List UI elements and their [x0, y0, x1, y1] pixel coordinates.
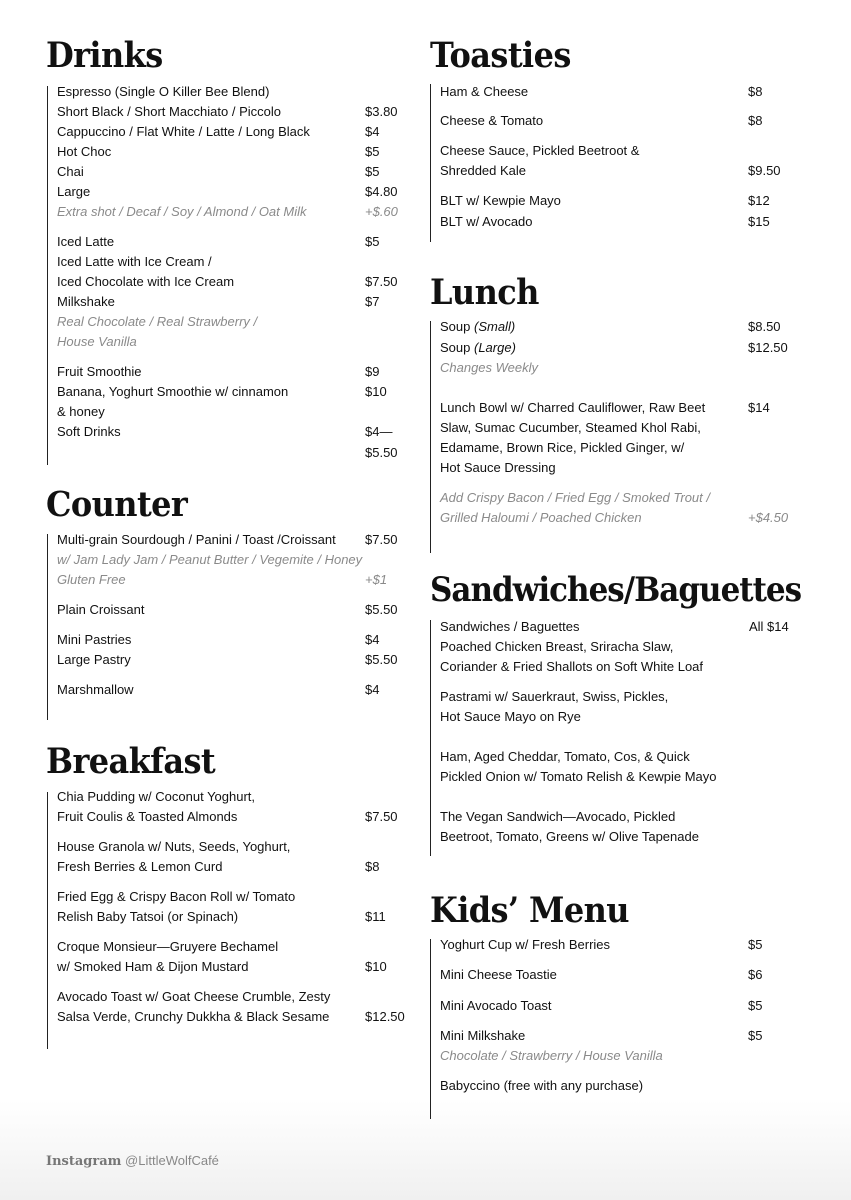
drinks-iced-latte-ice-cream: Iced Latte with Ice Cream /: [57, 254, 212, 269]
kids-mini-avocado: Mini Avocado Toast: [440, 998, 552, 1013]
kids-yoghurt-cup: Yoghurt Cup w/ Fresh Berries: [440, 937, 611, 952]
toasties-blt-price: $12: [748, 193, 770, 208]
drinks-hot-choc: Hot Choc: [57, 144, 112, 159]
counter-large-pastry: Large Pastry: [57, 652, 131, 667]
toasties-blt-avocado: BLT w/ Avocado: [440, 214, 533, 229]
drinks-chai-price: $5: [365, 164, 380, 179]
sandwiches-header-price: All $14: [749, 619, 789, 634]
drinks-iced-latte-price: $5: [365, 234, 380, 249]
counter-gluten-free-price: +$1: [365, 572, 388, 587]
drinks-milkshake-price: $7: [365, 294, 380, 309]
drinks-banana-smoothie-price: $10: [365, 384, 387, 399]
counter-large-pastry-price: $5.50: [365, 652, 398, 667]
toasties-divider: [430, 84, 431, 242]
breakfast-egg-roll-price: $11: [365, 909, 386, 924]
page-footer-shade: [0, 1100, 851, 1200]
kids-mini-milkshake: Mini Milkshake: [440, 1028, 526, 1043]
toasties-heading: Toasties: [430, 34, 571, 76]
drinks-extras: Extra shot / Decaf / Soy / Almond / Oat Milk: [57, 204, 307, 219]
drinks-soft-drinks-price-2: $5.50: [365, 445, 398, 460]
drinks-cappuccino-price: $4: [365, 124, 380, 139]
sandwiches-vegan-1: The Vegan Sandwich—Avocado, Pickled: [440, 809, 676, 824]
lunch-soup-label: Soup: [440, 340, 471, 355]
lunch-bowl-3: Edamame, Brown Rice, Pickled Ginger, w/: [440, 440, 685, 455]
toasties-cheese-sauce-1: Cheese Sauce, Pickled Beetroot &: [440, 143, 640, 158]
breakfast-chia-1: Chia Pudding w/ Coconut Yoghurt,: [57, 789, 256, 804]
sandwiches-pastrami-1: Pastrami w/ Sauerkraut, Swiss, Pickles,: [440, 689, 669, 704]
kids-mini-avocado-price: $5: [748, 998, 763, 1013]
breakfast-chia-2: Fruit Coulis & Toasted Almonds: [57, 809, 238, 824]
drinks-espresso-label: Espresso (Single O Killer Bee Blend): [57, 84, 270, 99]
drinks-heading: Drinks: [46, 34, 163, 76]
breakfast-granola-2: Fresh Berries & Lemon Curd: [57, 859, 223, 874]
drinks-milkshake: Milkshake: [57, 294, 115, 309]
lunch-bowl-price: $14: [748, 400, 770, 415]
sandwiches-chicken-2: Coriander & Fried Shallots on Soft White Loaf: [440, 659, 704, 674]
breakfast-egg-roll-2: Relish Baby Tatsoi (or Spinach): [57, 909, 239, 924]
lunch-soup-label: Soup: [440, 319, 471, 334]
lunch-bowl-4: Hot Sauce Dressing: [440, 460, 556, 475]
counter-gluten-free: Gluten Free: [57, 572, 126, 587]
lunch-bowl-1: Lunch Bowl w/ Charred Cauliflower, Raw Beet: [440, 400, 706, 415]
breakfast-divider: [47, 792, 48, 1049]
drinks-large-price: $4.80: [365, 184, 398, 199]
drinks-hot-choc-price: $5: [365, 144, 380, 159]
lunch-soup-small-price: $8.50: [748, 319, 781, 334]
kids-yoghurt-cup-price: $5: [748, 937, 763, 952]
sandwiches-vegan-2: Beetroot, Tomato, Greens w/ Olive Tapenade: [440, 829, 699, 844]
kids-heading: Kids’ Menu: [430, 889, 629, 931]
drinks-banana-smoothie-2: & honey: [57, 404, 105, 419]
drinks-short-black-price: $3.80: [365, 104, 398, 119]
drinks-cappuccino: Cappuccino / Flat White / Latte / Long Black: [57, 124, 310, 139]
kids-mini-milkshake-price: $5: [748, 1028, 763, 1043]
lunch-soup-large-size: (Large): [474, 340, 516, 355]
sandwiches-chicken-1: Poached Chicken Breast, Sriracha Slaw,: [440, 639, 674, 654]
toasties-blt: BLT w/ Kewpie Mayo: [440, 193, 561, 208]
toasties-cheese-tomato-price: $8: [748, 113, 763, 128]
toasties-cheese-tomato: Cheese & Tomato: [440, 113, 544, 128]
lunch-heading: Lunch: [430, 271, 539, 313]
counter-plain-croissant: Plain Croissant: [57, 602, 145, 617]
sandwiches-pastrami-2: Hot Sauce Mayo on Rye: [440, 709, 581, 724]
lunch-soup-small-size: (Small): [474, 319, 516, 334]
sandwiches-ham-2: Pickled Onion w/ Tomato Relish & Kewpie Mayo: [440, 769, 717, 784]
kids-mini-milkshake-flavours: Chocolate / Strawberry / House Vanilla: [440, 1048, 663, 1063]
counter-mini-pastries-price: $4: [365, 632, 380, 647]
breakfast-croque-1: Croque Monsieur—Gruyere Bechamel: [57, 939, 279, 954]
drinks-fruit-smoothie-price: $9: [365, 364, 380, 379]
drinks-iced-choc-price: $7.50: [365, 274, 398, 289]
drinks-banana-smoothie-1: Banana, Yoghurt Smoothie w/ cinnamon: [57, 384, 289, 399]
toasties-cheese-sauce-2: Shredded Kale: [440, 163, 527, 178]
breakfast-granola-1: House Granola w/ Nuts, Seeds, Yoghurt,: [57, 839, 291, 854]
breakfast-croque-2: w/ Smoked Ham & Dijon Mustard: [57, 959, 249, 974]
counter-plain-croissant-price: $5.50: [365, 602, 398, 617]
toasties-blt-avocado-price: $15: [748, 214, 770, 229]
toasties-ham-cheese-price: $8: [748, 84, 763, 99]
lunch-changes-weekly: Changes Weekly: [440, 360, 539, 375]
counter-marshmallow-price: $4: [365, 682, 380, 697]
drinks-soft-drinks: Soft Drinks: [57, 424, 121, 439]
instagram-footer: [46, 1153, 219, 1169]
drinks-milkshake-flavours-2: House Vanilla: [57, 334, 137, 349]
kids-mini-toastie: Mini Cheese Toastie: [440, 967, 557, 982]
lunch-soup-small: [440, 317, 515, 337]
breakfast-chia-price: $7.50: [365, 809, 398, 824]
breakfast-croque-price: $10: [365, 959, 387, 974]
breakfast-egg-roll-1: Fried Egg & Crispy Bacon Roll w/ Tomato: [57, 889, 296, 904]
sandwiches-header: Sandwiches / Baguettes: [440, 619, 580, 634]
counter-heading: Counter: [46, 483, 188, 525]
drinks-divider: [47, 86, 48, 465]
instagram-handle[interactable]: @LittleWolfCafé: [125, 1153, 219, 1168]
counter-sourdough: Multi-grain Sourdough / Panini / Toast /Croissant: [57, 532, 336, 547]
breakfast-heading: Breakfast: [46, 740, 216, 782]
toasties-ham-cheese: Ham & Cheese: [440, 84, 529, 99]
lunch-bowl-2: Slaw, Sumac Cucumber, Steamed Khol Rabi,: [440, 420, 701, 435]
sandwiches-divider: [430, 620, 431, 856]
kids-babyccino: Babyccino (free with any purchase): [440, 1078, 644, 1093]
drinks-large: Large: [57, 184, 91, 199]
drinks-milkshake-flavours-1: Real Chocolate / Real Strawberry /: [57, 314, 258, 329]
breakfast-granola-price: $8: [365, 859, 380, 874]
lunch-divider: [430, 321, 431, 553]
breakfast-avocado-price: $12.50: [365, 1009, 405, 1024]
lunch-soup-large: [440, 338, 516, 358]
breakfast-avocado-2: Salsa Verde, Crunchy Dukkha & Black Sesame: [57, 1009, 330, 1024]
lunch-addons-2: Grilled Haloumi / Poached Chicken: [440, 510, 642, 525]
lunch-soup-large-price: $12.50: [748, 340, 788, 355]
drinks-iced-choc-ice-cream: Iced Chocolate with Ice Cream: [57, 274, 235, 289]
counter-mini-pastries: Mini Pastries: [57, 632, 132, 647]
kids-divider: [430, 939, 431, 1119]
sandwiches-ham-1: Ham, Aged Cheddar, Tomato, Cos, & Quick: [440, 749, 690, 764]
counter-spreads: w/ Jam Lady Jam / Peanut Butter / Vegemite / Honey: [57, 552, 363, 567]
breakfast-avocado-1: Avocado Toast w/ Goat Cheese Crumble, Zesty: [57, 989, 331, 1004]
instagram-label: Instagram: [46, 1154, 122, 1169]
lunch-addons-1: Add Crispy Bacon / Fried Egg / Smoked Trout /: [440, 490, 710, 505]
drinks-fruit-smoothie: Fruit Smoothie: [57, 364, 142, 379]
counter-marshmallow: Marshmallow: [57, 682, 134, 697]
lunch-addons-price: +$4.50: [748, 510, 789, 525]
toasties-cheese-sauce-price: $9.50: [748, 163, 781, 178]
drinks-chai: Chai: [57, 164, 84, 179]
sandwiches-heading: Sandwiches/Baguettes: [430, 570, 802, 610]
drinks-extras-price: +$.60: [365, 204, 398, 219]
counter-sourdough-price: $7.50: [365, 532, 398, 547]
counter-divider: [47, 534, 48, 720]
drinks-soft-drinks-price-1: $4—: [365, 424, 393, 439]
kids-mini-toastie-price: $6: [748, 967, 763, 982]
drinks-short-black: Short Black / Short Macchiato / Piccolo: [57, 104, 281, 119]
drinks-iced-latte: Iced Latte: [57, 234, 115, 249]
